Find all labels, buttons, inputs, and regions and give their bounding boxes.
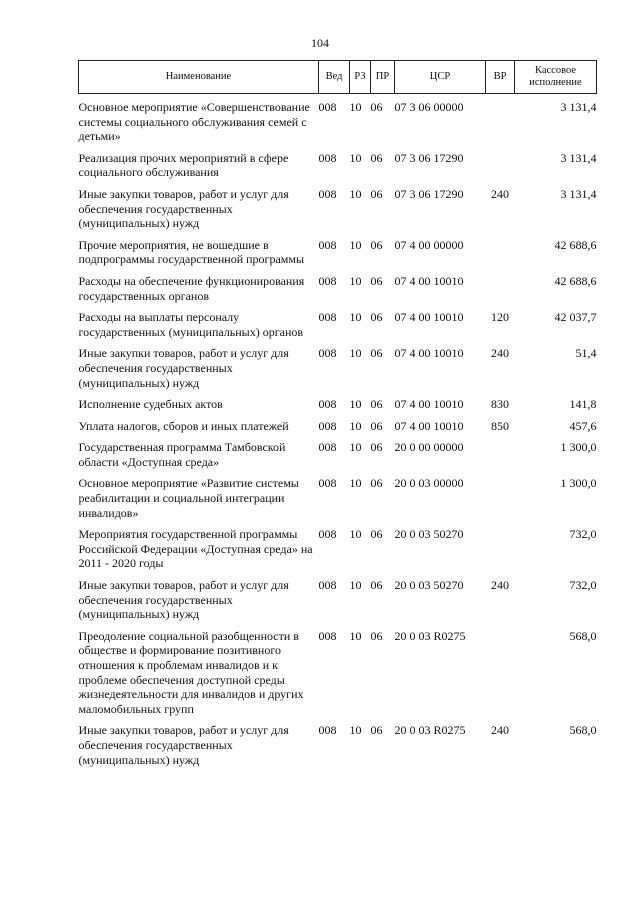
cell-name: Мероприятия государственной программы Российской Федерации «Доступная среда» на 2011 - 2020 годы	[78, 527, 313, 571]
cell-amount: 568,0	[569, 723, 597, 738]
cell-amount: 457,6	[569, 418, 597, 433]
cell-rz: 10	[349, 578, 362, 593]
cell-ved: 008	[318, 273, 337, 288]
cell-ved: 008	[318, 237, 337, 252]
cell-csr: 07 3 06 00000	[394, 100, 464, 114]
cell-vr: 240	[491, 578, 509, 593]
budget-table	[78, 60, 597, 767]
row-spacer	[79, 180, 597, 187]
cell-rz: 10	[349, 310, 362, 325]
cell-csr: 20 0 03 50270	[394, 578, 464, 593]
cell-amount: 732,0	[569, 527, 597, 542]
cell-pr: 06	[370, 578, 383, 593]
row-spacer	[79, 144, 597, 151]
cell-name: Иные закупки товаров, работ и услуг для обеспечения государственных (муниципальных) нужд	[78, 578, 289, 622]
cell-rz: 10	[349, 440, 362, 455]
cell-amount: 42 688,6	[554, 273, 597, 288]
row-spacer	[79, 622, 597, 629]
cell-vr	[486, 476, 515, 520]
cell-ved: 008	[318, 150, 337, 165]
cell-csr: 20 0 00 00000	[394, 440, 464, 455]
row-spacer	[79, 231, 597, 238]
cell-name: Иные закупки товаров, работ и услуг для обеспечения государственных (муниципальных) нужд	[78, 346, 289, 390]
cell-amount: 42 037,7	[554, 310, 597, 325]
cell-name: Основное мероприятие «Развитие системы реабилитации и социальной интеграции инвалидов»	[78, 476, 299, 520]
cell-pr: 06	[370, 628, 383, 643]
cell-ved: 008	[318, 440, 337, 455]
header-csr: ЦСР	[395, 61, 486, 94]
cell-amount: 3 131,4	[560, 100, 597, 114]
cell-ved: 008	[318, 527, 337, 542]
cell-vr: 240	[491, 723, 509, 738]
cell-rz: 10	[349, 186, 362, 201]
cell-vr: 830	[491, 397, 509, 412]
table-body	[79, 94, 597, 768]
row-spacer	[79, 303, 597, 310]
cell-name: Расходы на выплаты персоналу государственных (муниципальных) органов	[78, 310, 304, 339]
cell-vr	[486, 238, 515, 267]
cell-rz: 10	[349, 150, 362, 165]
cell-csr: 07 4 00 10010	[394, 418, 464, 433]
row-spacer-cell	[79, 231, 597, 238]
cell-amount: 1 300,0	[560, 476, 597, 491]
cell-rz: 10	[349, 527, 362, 542]
header-name: Наименование	[79, 61, 319, 94]
cell-amount: 141,8	[569, 397, 597, 412]
cell-rz: 10	[349, 476, 362, 491]
cell-amount: 1 300,0	[560, 440, 597, 455]
header-vr: ВР	[486, 61, 515, 94]
page-number: 104	[311, 36, 329, 50]
cell-csr: 20 0 03 50270	[394, 527, 464, 542]
cell-name: Иные закупки товаров, работ и услуг для обеспечения государственных (муниципальных) нужд	[78, 723, 289, 767]
row-spacer	[79, 390, 597, 397]
table-row	[79, 94, 597, 144]
cell-csr: 07 4 00 10010	[394, 310, 464, 325]
cell-vr	[486, 629, 515, 717]
cell-amount: 42 688,6	[554, 237, 597, 252]
cell-ved: 008	[318, 628, 337, 643]
row-spacer-cell	[79, 267, 597, 274]
row-spacer-cell	[79, 520, 597, 527]
cell-pr: 06	[370, 273, 383, 288]
cell-name: Расходы на обеспечение функционирования государственных органов	[78, 273, 305, 303]
row-spacer	[79, 571, 597, 578]
table-row	[79, 476, 597, 520]
row-spacer-cell	[79, 339, 597, 346]
row-spacer-cell	[79, 390, 597, 397]
cell-vr: 850	[491, 418, 509, 433]
table-row	[79, 187, 597, 231]
cell-pr: 06	[370, 186, 383, 201]
row-spacer-cell	[79, 433, 597, 440]
row-spacer	[79, 339, 597, 346]
cell-rz: 10	[349, 100, 362, 114]
cell-pr: 06	[370, 476, 383, 491]
cell-ved: 008	[318, 100, 337, 114]
table-row	[79, 151, 597, 180]
cell-amount: 51,4	[575, 346, 597, 361]
row-spacer	[79, 412, 597, 419]
cell-pr: 06	[370, 723, 383, 738]
header-ved: Вед	[319, 61, 350, 94]
row-spacer	[79, 520, 597, 527]
table-row	[79, 274, 597, 303]
cell-csr: 20 0 03 R0275	[394, 628, 466, 643]
cell-amount: 3 131,4	[560, 150, 597, 165]
row-spacer	[79, 469, 597, 476]
cell-ved: 008	[318, 397, 337, 412]
table-row	[79, 723, 597, 767]
table-row	[79, 629, 597, 717]
cell-name: Преодоление социальной разобщенности в обществе и формирование позитивного отношения к проблемам инвалидов и к проблеме обеспечения доступной среды жизнедеятельности для инвалидов и других маломобильных групп	[78, 628, 304, 716]
table-row	[79, 397, 597, 412]
header-pr: ПР	[371, 61, 395, 94]
row-spacer	[79, 433, 597, 440]
cell-rz: 10	[349, 346, 362, 361]
cell-ved: 008	[318, 186, 337, 201]
cell-csr: 07 4 00 10010	[394, 346, 464, 361]
cell-vr: 240	[491, 186, 509, 201]
cell-csr: 07 3 06 17290	[394, 186, 464, 201]
cell-vr	[486, 94, 515, 144]
row-spacer-cell	[79, 180, 597, 187]
cell-csr: 20 0 03 00000	[394, 476, 464, 491]
cell-rz: 10	[349, 418, 362, 433]
row-spacer-cell	[79, 469, 597, 476]
cell-pr: 06	[370, 418, 383, 433]
row-spacer	[79, 716, 597, 723]
row-spacer-cell	[79, 412, 597, 419]
header-amount: Кассовое исполнение	[515, 61, 597, 94]
row-spacer-cell	[79, 622, 597, 629]
row-spacer-cell	[79, 303, 597, 310]
cell-name: Уплата налогов, сборов и иных платежей	[78, 418, 289, 433]
cell-amount: 3 131,4	[560, 186, 597, 201]
table-row	[79, 419, 597, 434]
cell-csr: 07 4 00 10010	[394, 273, 464, 288]
row-spacer-cell	[79, 144, 597, 151]
cell-vr	[486, 274, 515, 303]
table-row	[79, 346, 597, 390]
cell-rz: 10	[349, 628, 362, 643]
cell-vr	[486, 151, 515, 180]
cell-name: Основное мероприятие «Совершенствование системы социального обслуживания семей с детьми»	[78, 100, 310, 144]
cell-rz: 10	[349, 273, 362, 288]
cell-vr	[486, 440, 515, 469]
cell-csr: 07 3 06 17290	[394, 150, 464, 165]
cell-pr: 06	[370, 100, 383, 114]
table-row	[79, 578, 597, 622]
row-spacer-cell	[79, 571, 597, 578]
cell-pr: 06	[370, 527, 383, 542]
table-row	[79, 527, 597, 571]
cell-pr: 06	[370, 346, 383, 361]
cell-vr	[486, 527, 515, 571]
cell-csr: 20 0 03 R0275	[394, 723, 466, 738]
cell-pr: 06	[370, 397, 383, 412]
header-rz: РЗ	[350, 61, 371, 94]
cell-name: Исполнение судебных актов	[78, 397, 223, 412]
cell-csr: 07 4 00 10010	[394, 397, 464, 412]
cell-name: Прочие мероприятия, не вошедшие в подпрограммы государственной программы	[78, 237, 305, 267]
cell-csr: 07 4 00 00000	[394, 237, 464, 252]
table-row	[79, 310, 597, 339]
cell-name: Реализация прочих мероприятий в сфере социального обслуживания	[78, 150, 289, 180]
cell-ved: 008	[318, 578, 337, 593]
cell-vr: 120	[491, 310, 509, 325]
cell-rz: 10	[349, 397, 362, 412]
cell-name: Иные закупки товаров, работ и услуг для обеспечения государственных (муниципальных) нужд	[78, 186, 289, 231]
cell-vr: 240	[491, 346, 509, 361]
cell-pr: 06	[370, 150, 383, 165]
cell-ved: 008	[318, 310, 337, 325]
cell-amount: 568,0	[569, 628, 597, 643]
cell-ved: 008	[318, 723, 337, 738]
cell-ved: 008	[318, 346, 337, 361]
cell-pr: 06	[370, 310, 383, 325]
cell-ved: 008	[318, 476, 337, 491]
cell-rz: 10	[349, 723, 362, 738]
row-spacer-cell	[79, 716, 597, 723]
cell-rz: 10	[349, 237, 362, 252]
cell-name: Государственная программа Тамбовской области «Доступная среда»	[78, 440, 286, 469]
cell-amount: 732,0	[569, 578, 597, 593]
table-header	[79, 61, 597, 94]
table-row	[79, 440, 597, 469]
cell-pr: 06	[370, 440, 383, 455]
cell-ved: 008	[318, 418, 337, 433]
cell-pr: 06	[370, 237, 383, 252]
table-row	[79, 238, 597, 267]
row-spacer	[79, 267, 597, 274]
